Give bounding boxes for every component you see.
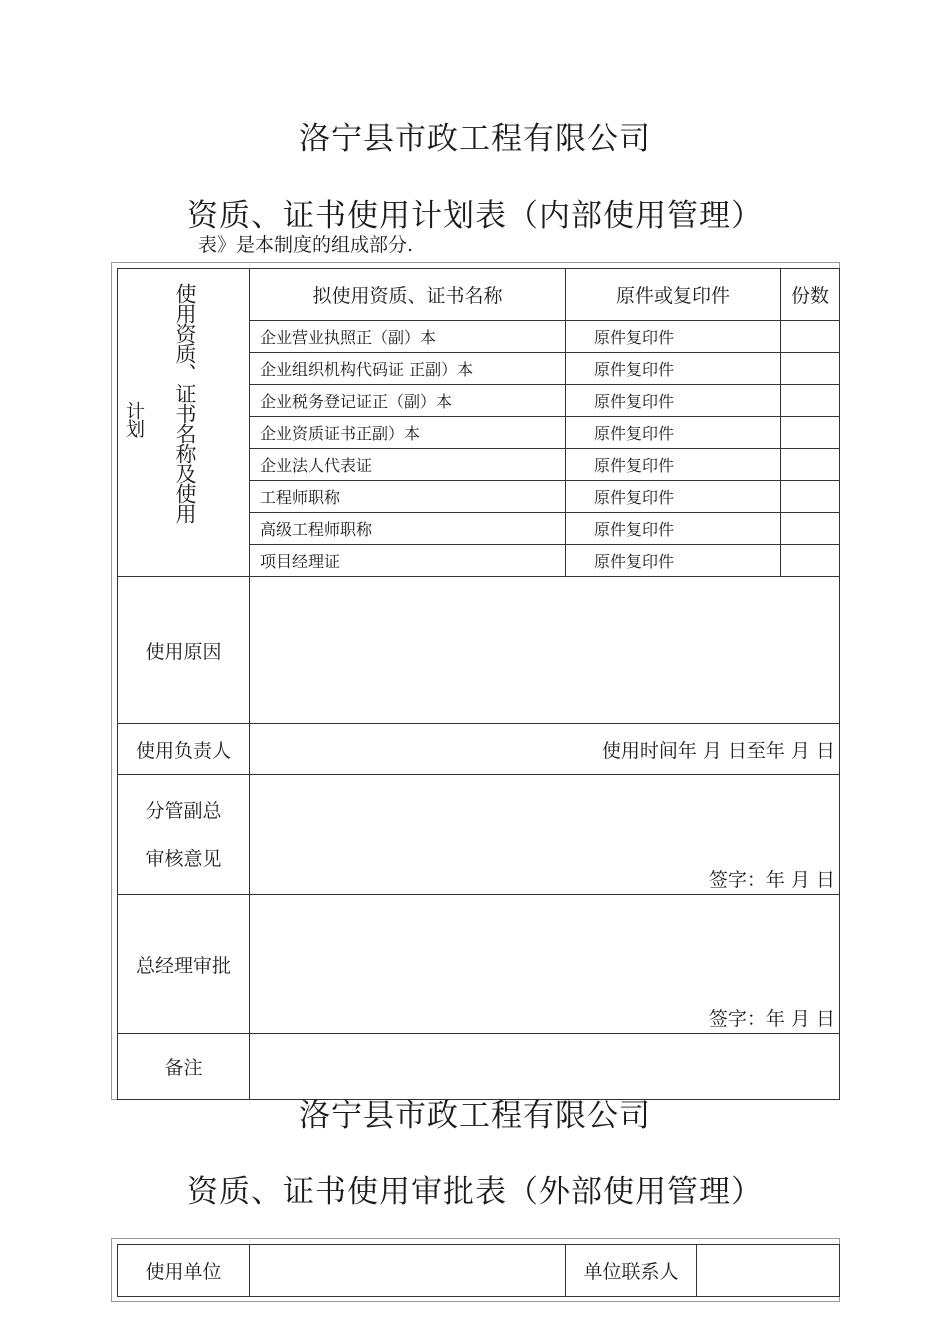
approval-table <box>117 1244 840 1297</box>
cert-copies-cell[interactable] <box>781 513 840 545</box>
cert-name-cell: 工程师职称 <box>250 481 566 513</box>
vp-signature-line: 签字：年 月 日 <box>708 869 835 891</box>
plan-table-title: 资质、证书使用计划表（内部使用管理） <box>187 198 763 234</box>
unit-contact-field[interactable] <box>697 1245 840 1297</box>
plan-side-label: 计划 <box>123 401 145 437</box>
reason-field[interactable] <box>250 577 840 724</box>
cert-name-cell: 企业营业执照正（副）本 <box>250 321 566 353</box>
gm-signature-line: 签字：年 月 日 <box>708 1008 835 1030</box>
using-unit-field[interactable] <box>250 1245 566 1297</box>
unit-contact-label: 单位联系人 <box>566 1245 697 1297</box>
header-original-copy: 原件或复印件 <box>566 269 781 321</box>
cert-name-cell: 企业法人代表证 <box>250 449 566 481</box>
company-title-2: 洛宁县市政工程有限公司 <box>299 1098 651 1134</box>
usage-time-field[interactable]: 使用时间年 月 日至年 月 日 <box>250 724 840 775</box>
cert-name-cell: 项目经理证 <box>250 545 566 577</box>
cert-name-cell: 企业组织机构代码证 正副）本 <box>250 353 566 385</box>
gm-approval-field[interactable] <box>250 895 840 1034</box>
company-title-1: 洛宁县市政工程有限公司 <box>299 121 651 157</box>
approval-table-title: 资质、证书使用审批表（外部使用管理） <box>187 1174 763 1210</box>
reason-label: 使用原因 <box>118 577 250 724</box>
vp-label-line-1: 分管副总 <box>145 799 222 822</box>
cert-type-cell: 原件复印件 <box>566 417 781 449</box>
cert-copies-cell[interactable] <box>781 449 840 481</box>
cert-copies-cell[interactable] <box>781 353 840 385</box>
gm-approval-label: 总经理审批 <box>118 895 250 1034</box>
cert-type-cell: 原件复印件 <box>566 513 781 545</box>
header-cert-name: 拟使用资质、证书名称 <box>250 269 566 321</box>
cert-type-cell: 原件复印件 <box>566 481 781 513</box>
cert-copies-cell[interactable] <box>781 321 840 353</box>
plan-sub-label: 使用资质、证书名称及使用 <box>173 283 197 523</box>
plan-side-cell <box>118 269 250 577</box>
cert-copies-cell[interactable] <box>781 481 840 513</box>
cert-name-cell: 企业税务登记证正（副）本 <box>250 385 566 417</box>
cert-type-cell: 原件复印件 <box>566 321 781 353</box>
cert-type-cell: 原件复印件 <box>566 449 781 481</box>
vp-review-label <box>118 775 250 895</box>
remarks-label: 备注 <box>118 1034 250 1100</box>
cert-type-cell: 原件复印件 <box>566 545 781 577</box>
vp-label-line-2: 审核意见 <box>145 847 222 870</box>
header-copies: 份数 <box>781 269 840 321</box>
cert-type-cell: 原件复印件 <box>566 353 781 385</box>
intro-text: 表》是本制度的组成部分. <box>198 234 414 256</box>
using-unit-label: 使用单位 <box>118 1245 250 1297</box>
cert-name-cell: 企业资质证书正副）本 <box>250 417 566 449</box>
plan-table <box>117 268 840 1100</box>
cert-copies-cell[interactable] <box>781 545 840 577</box>
cert-copies-cell[interactable] <box>781 417 840 449</box>
cert-copies-cell[interactable] <box>781 385 840 417</box>
cert-name-cell: 高级工程师职称 <box>250 513 566 545</box>
responsible-label: 使用负责人 <box>118 724 250 775</box>
cert-type-cell: 原件复印件 <box>566 385 781 417</box>
vp-review-field[interactable] <box>250 775 840 895</box>
